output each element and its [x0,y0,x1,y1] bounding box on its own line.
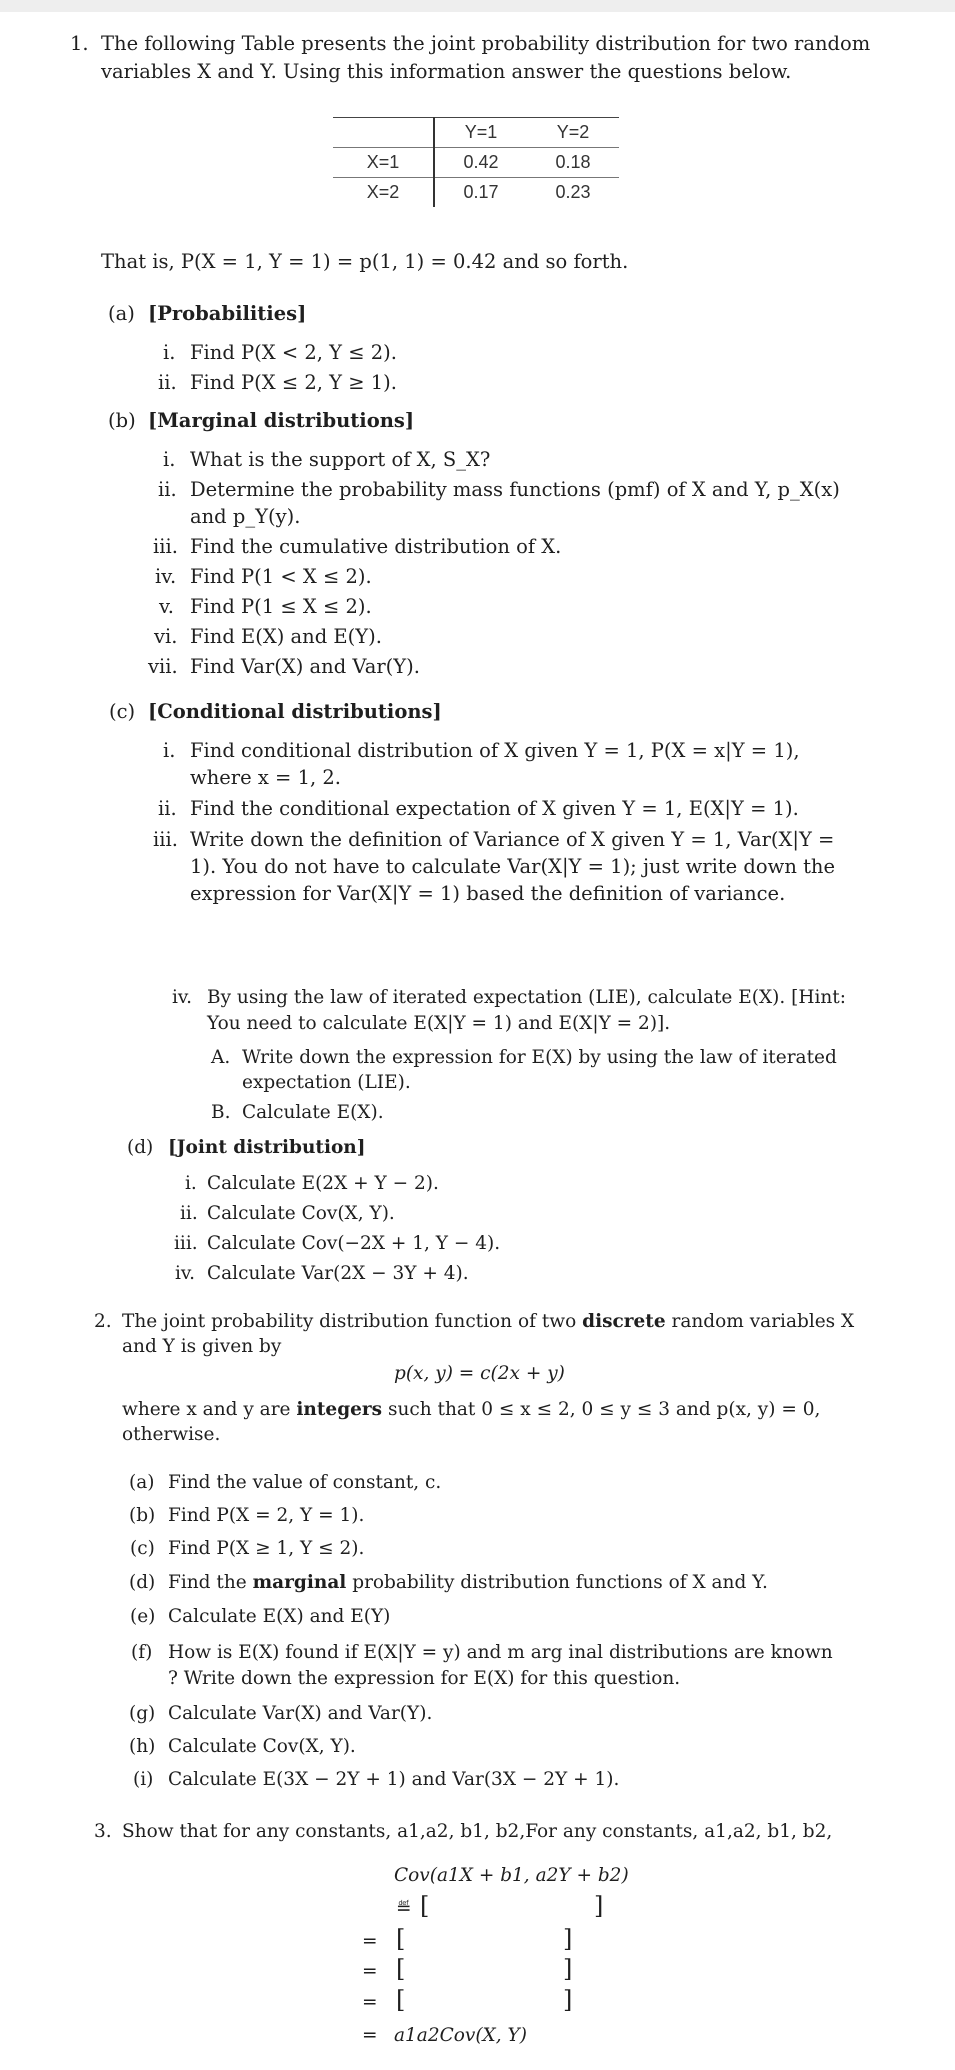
table-corner [333,118,434,148]
q3-open-bracket: [ [420,1892,430,1920]
q1b-item-num: i. [163,448,176,471]
q3-close-bracket: ] [594,1892,604,1920]
q1d-label: (d) [127,1137,154,1158]
q2-item-text: Find P(X = 2, Y = 1). [168,1505,365,1526]
q3-equals: = [362,2025,378,2046]
q3-final: a1a2Cov(X, Y) [394,2025,527,2046]
top-band [0,0,955,12]
q2-item-num: (e) [130,1606,156,1627]
q1b-item-text: Determine the probability mass functions (pmf) of X and Y, p_X(x) [190,478,840,501]
q3-close-bracket: ] [563,1925,573,1953]
q1-intro-line2: variables X and Y. Using this information answer the questions below. [101,60,792,83]
q1a-item-num: i. [163,341,176,364]
q1c-item-num: i. [163,739,176,762]
q1b-label: (b) [108,409,136,432]
q1c-sub-num: A. [211,1047,231,1068]
q1d-item-text: Calculate E(2X + Y − 2). [207,1173,439,1194]
q2-item-text: Calculate Cov(X, Y). [168,1736,356,1757]
q1b-item-num: v. [159,595,174,618]
q1c-title: [Conditional distributions] [148,700,442,723]
q1a-item-text: Find P(X ≤ 2, Y ≥ 1). [190,371,397,394]
q1d-item-text: Calculate Var(2X − 3Y + 4). [207,1263,469,1284]
q1c-sub-text: Calculate E(X). [242,1102,384,1123]
q3-equals: = [362,1931,378,1952]
q2-item-text: Find the marginal probability distribution functions of X and Y. [168,1572,768,1593]
q2-item-num: (d) [129,1572,156,1593]
table-row-header: X=2 [366,182,400,202]
joint-probability-table [333,117,619,207]
q3-open-bracket: [ [396,1925,406,1953]
q1b-item-num: vi. [154,625,178,648]
q1b-title: [Marginal distributions] [148,409,415,432]
q2-line1: The joint probability distribution function of two discrete random variables X [122,1311,855,1332]
q2-item-text: Calculate E(X) and E(Y) [168,1606,391,1627]
q1a-title: [Probabilities] [148,302,307,325]
q2-item-num: (h) [129,1736,156,1757]
q1b-item-text: What is the support of X, S_X? [190,448,491,471]
q1c-item-text: Find the conditional expectation of X given Y = 1, E(X|Y = 1). [190,797,799,820]
q1d-item-text: Calculate Cov(−2X + 1, Y − 4). [207,1233,501,1254]
q1c-item-text-cont: 1). You do not have to calculate Var(X|Y = 1); just write down the [190,855,836,878]
q1b-item-text: Find P(1 < X ≤ 2). [190,565,372,588]
q1d-title: [Joint distribution] [168,1137,366,1158]
q1-that-is: That is, P(X = 1, Y = 1) = p(1, 1) = 0.42 and so forth. [101,250,629,273]
q1c-item-num: ii. [158,797,177,820]
q1a-item-text: Find P(X < 2, Y ≤ 2). [190,341,397,364]
q3-open-bracket: [ [396,1986,406,2014]
table-cell: 0.17 [434,178,527,208]
q1b-item-num: iii. [153,535,178,558]
q3-equals: = [362,1961,378,1982]
q1c-item-text-cont: You need to calculate E(X|Y = 1) and E(X|Y = 2)]. [207,1013,671,1034]
q1b-item-num: iv. [155,565,177,588]
q1c-item-text: Find conditional distribution of X given Y = 1, P(X = x|Y = 1), [190,739,800,762]
q2-item-text: Find the value of constant, c. [168,1472,442,1493]
q3-def-equals: ≝ [396,1898,412,1919]
q1a-item-num: ii. [158,371,177,394]
q3-close-bracket: ] [563,1986,573,2014]
q1c-sub-text-cont: expectation (LIE). [242,1072,411,1093]
q1c-item-num: iii. [153,828,178,851]
q1c-item-text: By using the law of iterated expectation (LIE), calculate E(X). [Hint: [207,987,846,1008]
q2-item-text: Calculate E(3X − 2Y + 1) and Var(3X − 2Y + 1). [168,1769,620,1790]
q3-close-bracket: ] [563,1955,573,1983]
q1c-item-num: iv. [172,987,193,1008]
q2-item-num: (a) [129,1472,155,1493]
q1c-item-text-cont: where x = 1, 2. [190,766,341,789]
q1-intro-line1: The following Table presents the joint probability distribution for two random [101,32,871,55]
q1b-item-text: Find the cumulative distribution of X. [190,535,562,558]
q1d-item-text: Calculate Cov(X, Y). [207,1203,395,1224]
q1d-item-num: iv. [175,1263,196,1284]
q3-open-bracket: [ [396,1955,406,1983]
q1c-sub-num: B. [211,1102,231,1123]
q2-item-num: (i) [133,1769,154,1790]
q1c-item-text-cont: expression for Var(X|Y = 1) based the definition of variance. [190,882,786,905]
q1b-item-text: Find Var(X) and Var(Y). [190,655,420,678]
q1c-item-text: Write down the definition of Variance of X given Y = 1, Var(X|Y = [190,828,835,851]
q3-line: Show that for any constants, a1,a2, b1, b2,For any constants, a1,a2, b1, b2, [122,1821,833,1842]
q2-line3: where x and y are integers such that 0 ≤ x ≤ 2, 0 ≤ y ≤ 3 and p(x, y) = 0, [122,1399,821,1420]
q1d-item-num: ii. [180,1203,198,1224]
q1a-label: (a) [108,302,135,325]
q2-item-num: (b) [129,1505,156,1526]
q2-item-text-cont: ? Write down the expression for E(X) for this question. [168,1668,681,1689]
q1b-item-num: vii. [148,655,178,678]
table-cell: 0.23 [555,182,591,202]
table-col-header: Y=2 [527,118,619,148]
q1b-item-text: Find E(X) and E(Y). [190,625,382,648]
q2-line2: and Y is given by [122,1336,282,1357]
q2-item-text: How is E(X) found if E(X|Y = y) and m arg inal distributions are known [168,1642,833,1663]
q2-item-num: (f) [131,1642,153,1663]
q2-item-text: Calculate Var(X) and Var(Y). [168,1703,433,1724]
q1b-item-num: ii. [158,478,177,501]
q3-equals: = [362,1992,378,2013]
q3-cov-lhs: Cov(a1X + b1, a2Y + b2) [394,1865,629,1886]
q1b-item-text-cont: and p_Y(y). [190,505,301,528]
table-cell: 0.42 [434,148,527,178]
table-cell: 0.18 [527,148,619,178]
q2-formula: p(x, y) = c(2x + y) [394,1363,565,1384]
table-col-header: Y=1 [434,118,527,148]
q1-number: 1. [70,32,89,55]
q2-item-num: (c) [130,1538,155,1559]
q1b-item-text: Find P(1 ≤ X ≤ 2). [190,595,372,618]
q1c-label: (c) [109,700,136,723]
q2-item-num: (g) [129,1703,156,1724]
q1d-item-num: i. [185,1173,197,1194]
q2-number: 2. [94,1311,112,1332]
q2-line4: otherwise. [122,1424,221,1445]
q3-number: 3. [94,1821,112,1842]
q1c-sub-text: Write down the expression for E(X) by using the law of iterated [242,1047,837,1068]
q1d-item-num: iii. [174,1233,198,1254]
table-row-header: X=1 [333,148,434,178]
q2-item-text: Find P(X ≥ 1, Y ≤ 2). [168,1538,365,1559]
